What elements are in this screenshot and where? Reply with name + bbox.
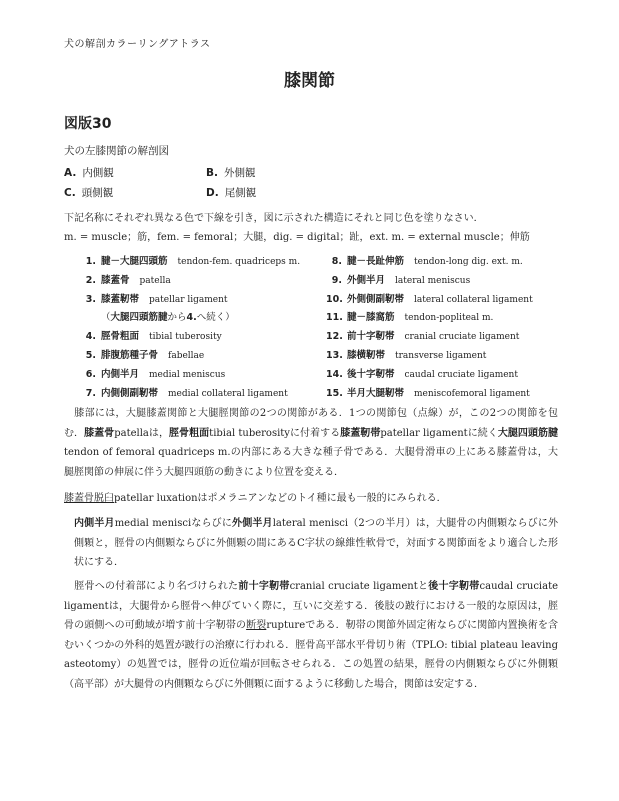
body-paragraph: 膝蓋骨脱臼patellar luxationはポメラニアンなどのトイ種に最も一般的にみられる． xyxy=(64,493,447,504)
view-item: B. 外側観 xyxy=(206,167,256,179)
body-paragraph: 内側半月medial menisciならびに外側半月lateral menisci（2つの半月）は，大腿骨の内側顆ならびに外側顆と，脛骨の内側顆ならびに外側顆の間にあるC字状の線維性軟骨で，対面する関節面をより適合した形状にする． xyxy=(74,518,559,568)
plate-number: 図版30 xyxy=(64,116,112,132)
body-paragraph: 脛骨への付着部により名づけられた前十字靭帯cranial cruciate ligamentと後十字靭帯caudal cruciate ligamentは，大腿骨から脛骨へ伸びていく際に，互いに交差する．後肢の跛行における一般的な原因は，脛骨の頭側への可動域が増す前十字靭帯の断裂ruptureである．靭帯の関節外固定術ならびに関節内置換術を含むいくつかの外科的処置が跛行の治療に行われる．脛骨高平部水平骨切り術（TPLO: tibial plateau leaving asteotomy）の処置では，脛骨の近位端が回転させられる．この処置の結果，脛骨の内側顆ならびに外側顆（高平部）が大腿骨の内側顆ならびに外側顆に面するように移動した場合，関節は安定する． xyxy=(64,581,559,690)
body-paragraph: 膝部には，大腿膝蓋関節と大腿脛関節の2つの関節がある．1つの関節包（点線）が，この2つの関節を包む．膝蓋骨patellaは，脛骨粗面tibial tuberosityに付着する膝蓋靭帯patellar ligamentに続く大腿四頭筋腱tendon of femoral quadriceps m.の内部にある大きな種子骨である．大腿骨滑車の上にある膝蓋骨は，大腿脛関節の伸展に伴う大腿四頭筋の動きにより位置を変える． xyxy=(64,408,559,478)
list-item: 15. 半月大腿靭帯 meniscofemoral ligament xyxy=(326,388,530,399)
list-item: 7. 内側側副靭帯 medial collateral ligament xyxy=(85,388,288,399)
list-item: 13. 膝横靭帯 transverse ligament xyxy=(326,350,487,361)
instructions xyxy=(64,209,530,247)
list-item: 10. 外側側副靭帯 lateral collateral ligament xyxy=(326,294,533,305)
list-item-note: （大腿四頭筋腱から4.へ続く） xyxy=(101,312,235,323)
list-item: 9. 外側半月 lateral meniscus xyxy=(331,275,471,286)
view-item: D. 尾側観 xyxy=(206,187,257,199)
view-item: C. 頭側観 xyxy=(64,187,114,199)
list-item: 1. 腱－大腿四頭筋 tendon-fem. quadriceps m. xyxy=(85,256,301,267)
list-item: 14. 後十字靭帯 caudal cruciate ligament xyxy=(326,369,518,380)
list-item: 2. 膝蓋骨 patella xyxy=(85,275,171,286)
page-title: 膝関節 xyxy=(284,71,335,91)
list-item: 8. 腱－長趾伸筋 tendon-long dig. ext. m. xyxy=(331,256,523,267)
instruction-line: 下記名称にそれぞれ異なる色で下線を引き，図に示された構造にそれと同じ色を塗りなさい． xyxy=(64,213,484,224)
list-item: 4. 脛骨粗面 tibial tuberosity xyxy=(85,331,222,342)
list-item: 12. 前十字靭帯 cranial cruciate ligament xyxy=(326,331,520,342)
list-item: 5. 腓腹筋種子骨 fabellae xyxy=(85,350,205,361)
list-item: 6. 内側半月 medial meniscus xyxy=(85,369,226,380)
list-item: 11. 腱－膝窩筋 tendon-popliteal m. xyxy=(326,312,494,323)
list-item: 3. 膝蓋靭帯 patellar ligament xyxy=(85,294,228,305)
abbreviation-line: m. = muscle；筋，fem. = femoral；大腿，dig. = digital；趾，ext. m. = external muscle；伸筋 xyxy=(64,232,530,243)
view-item: A. 内側観 xyxy=(64,167,114,179)
running-header: 犬の解剖カラーリングアトラス xyxy=(64,39,211,50)
plate-subtitle: 犬の左膝関節の解剖図 xyxy=(64,145,169,157)
